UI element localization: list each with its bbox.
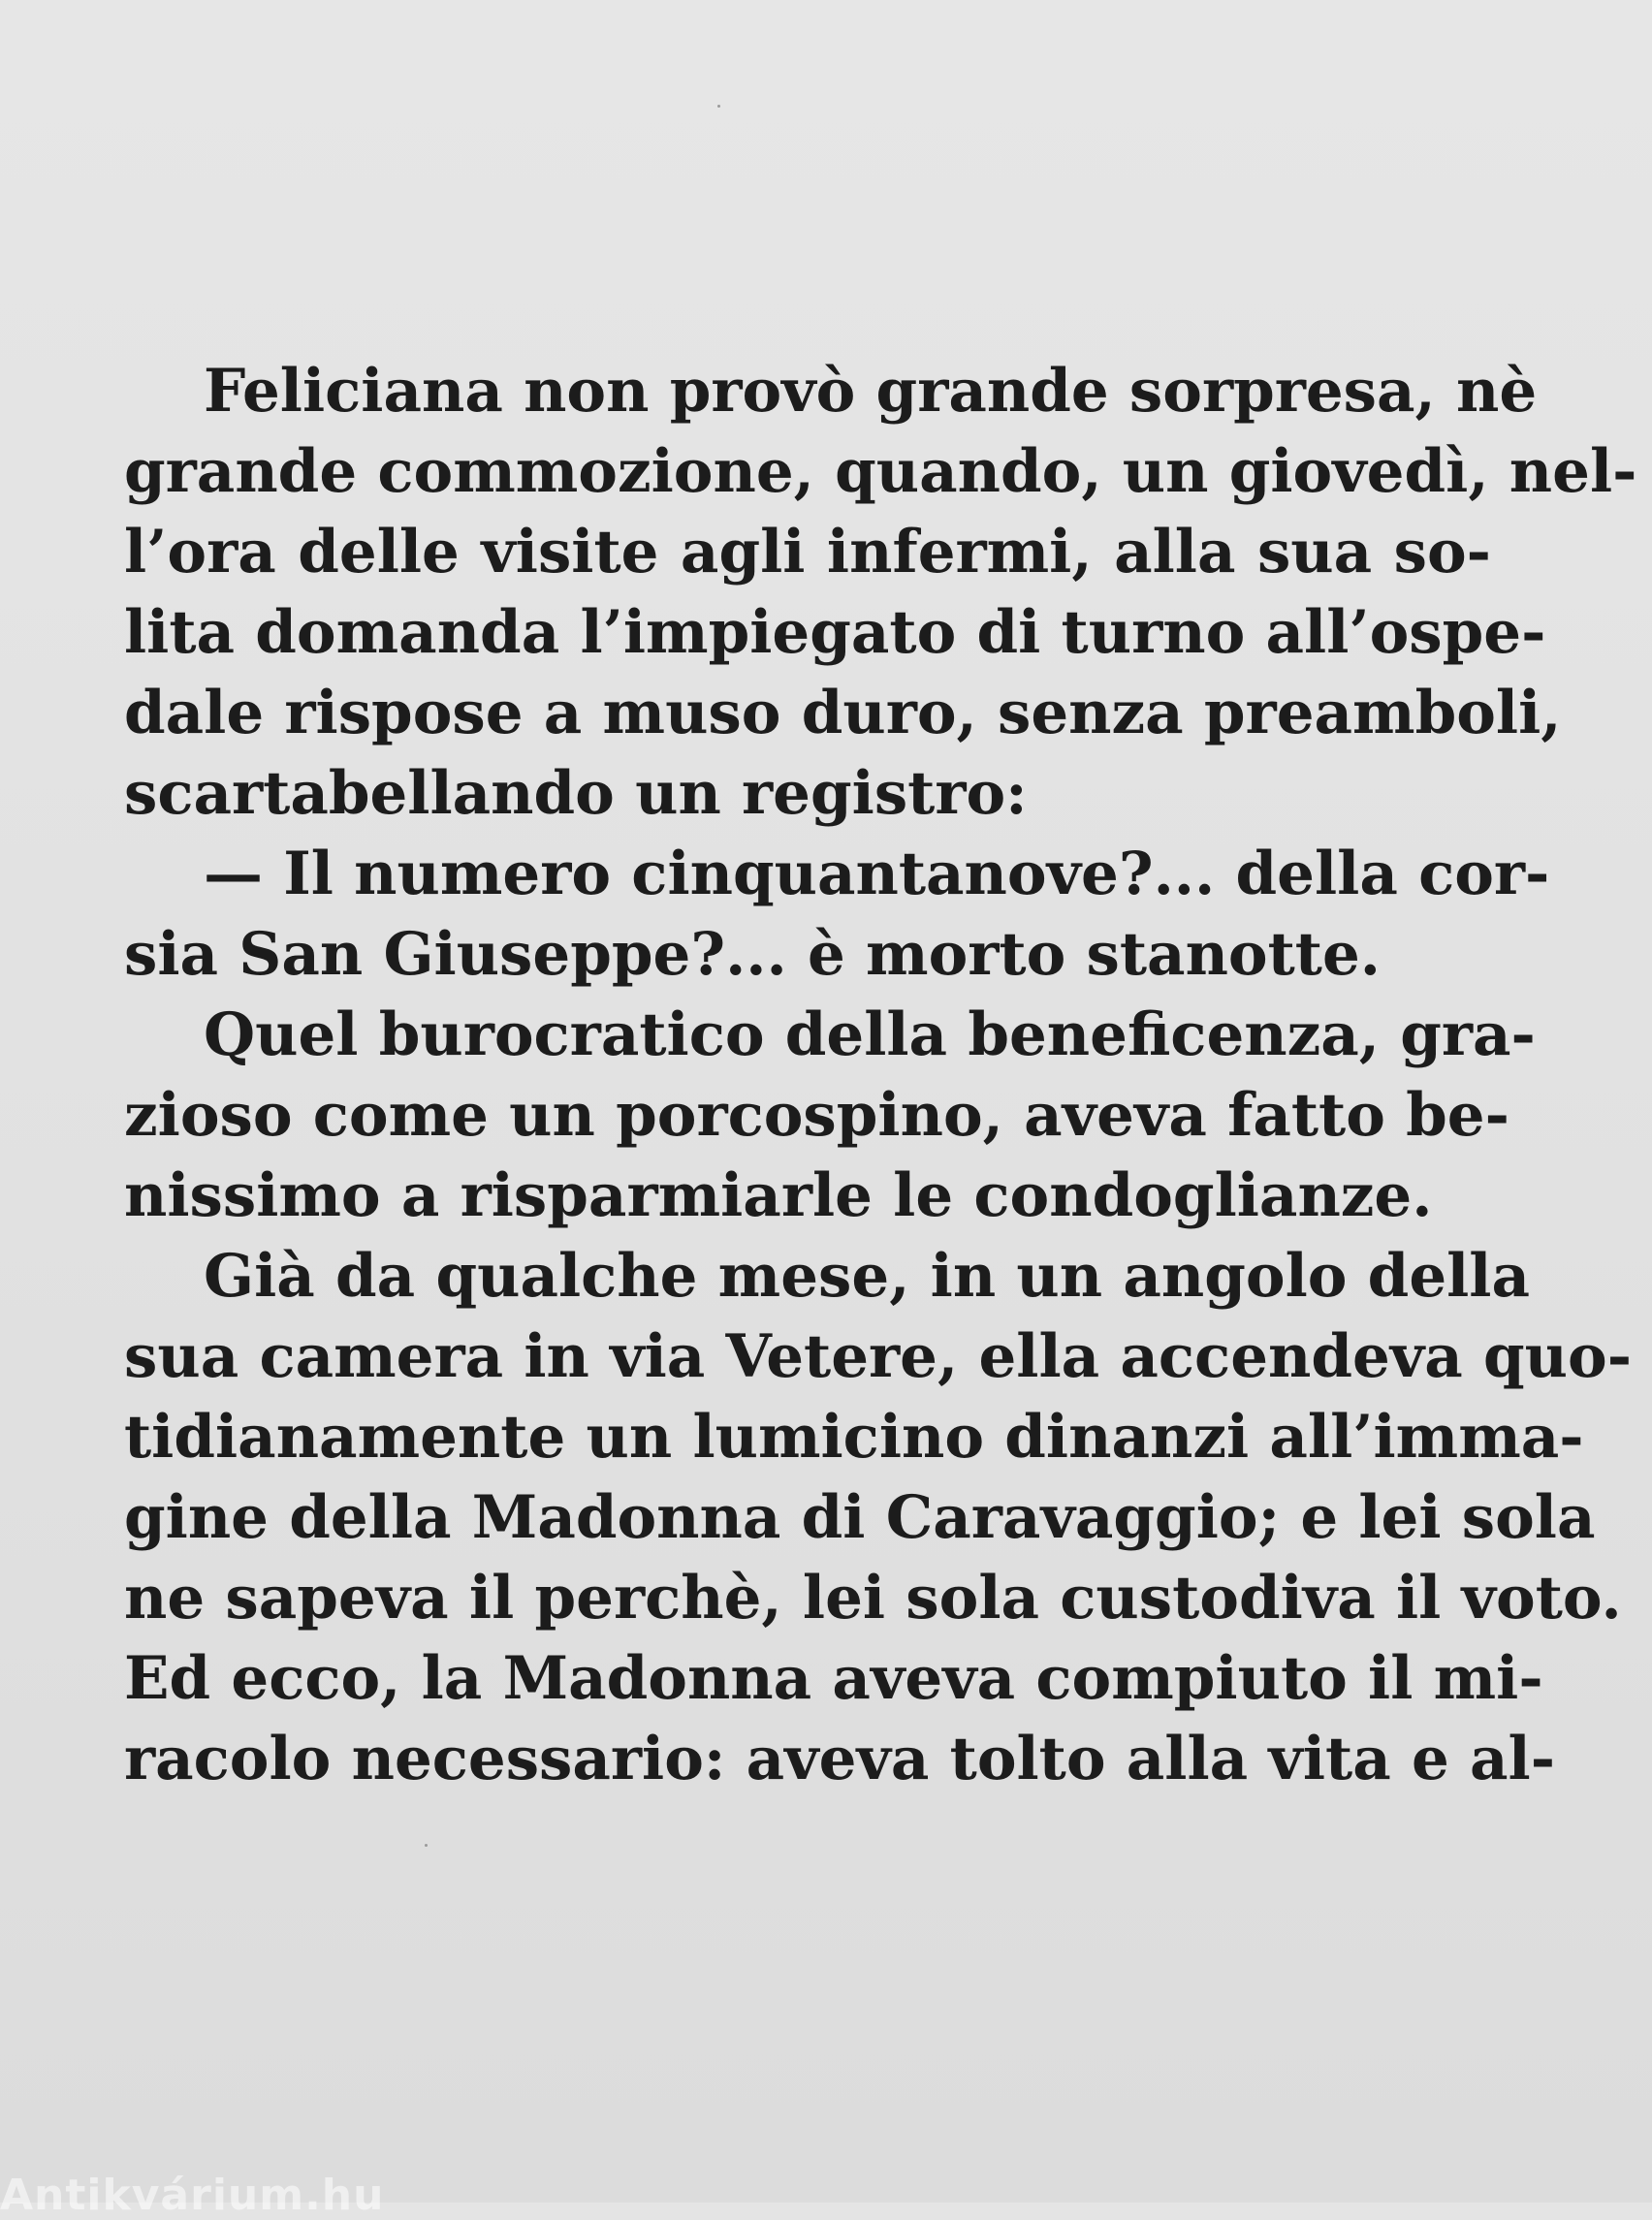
text-line: nissimo a risparmiarle le condoglianze.	[124, 1161, 1433, 1230]
paper-speck	[425, 1844, 428, 1847]
text-line: sua camera in via Vetere, ella accendeva quo-	[124, 1322, 1633, 1391]
text-line: gine della Madonna di Caravaggio; e lei sola	[124, 1483, 1596, 1552]
text-line: grande commozione, quando, un giovedì, nel-	[124, 437, 1637, 506]
text-line: Ed ecco, la Madonna aveva compiuto il mi-	[124, 1644, 1543, 1713]
text-line: Già da qualche mese, in un angolo della	[204, 1242, 1531, 1311]
text-line: sia San Giuseppe?... è morto stanotte.	[124, 920, 1382, 989]
text-line: racolo necessario: aveva tolto alla vita e al-	[124, 1725, 1556, 1793]
page-text	[124, 351, 1637, 1799]
text-line: ne sapeva il perchè, lei sola custodiva il voto.	[124, 1564, 1622, 1633]
text-line: l’ora delle visite agli infermi, alla sua so-	[124, 518, 1491, 587]
text-line: zioso come un porcospino, aveva fatto be-	[124, 1081, 1509, 1150]
text-line: Quel burocratico della beneficenza, gra-	[204, 1000, 1536, 1069]
paper-speck	[717, 105, 720, 108]
text-line: tidianamente un lumicino dinanzi all’imma-	[124, 1403, 1584, 1472]
text-line: scartabellando un registro:	[124, 759, 1028, 828]
watermark: Antikvárium.hu	[0, 2171, 385, 2220]
text-line: dale rispose a muso duro, senza preamboli,	[124, 679, 1562, 747]
text-line: Feliciana non provò grande sorpresa, nè	[204, 357, 1538, 426]
text-line: lita domanda l’impiegato di turno all’ospe-	[124, 598, 1546, 667]
text-line: — Il numero cinquantanove?... della cor-	[204, 840, 1550, 908]
